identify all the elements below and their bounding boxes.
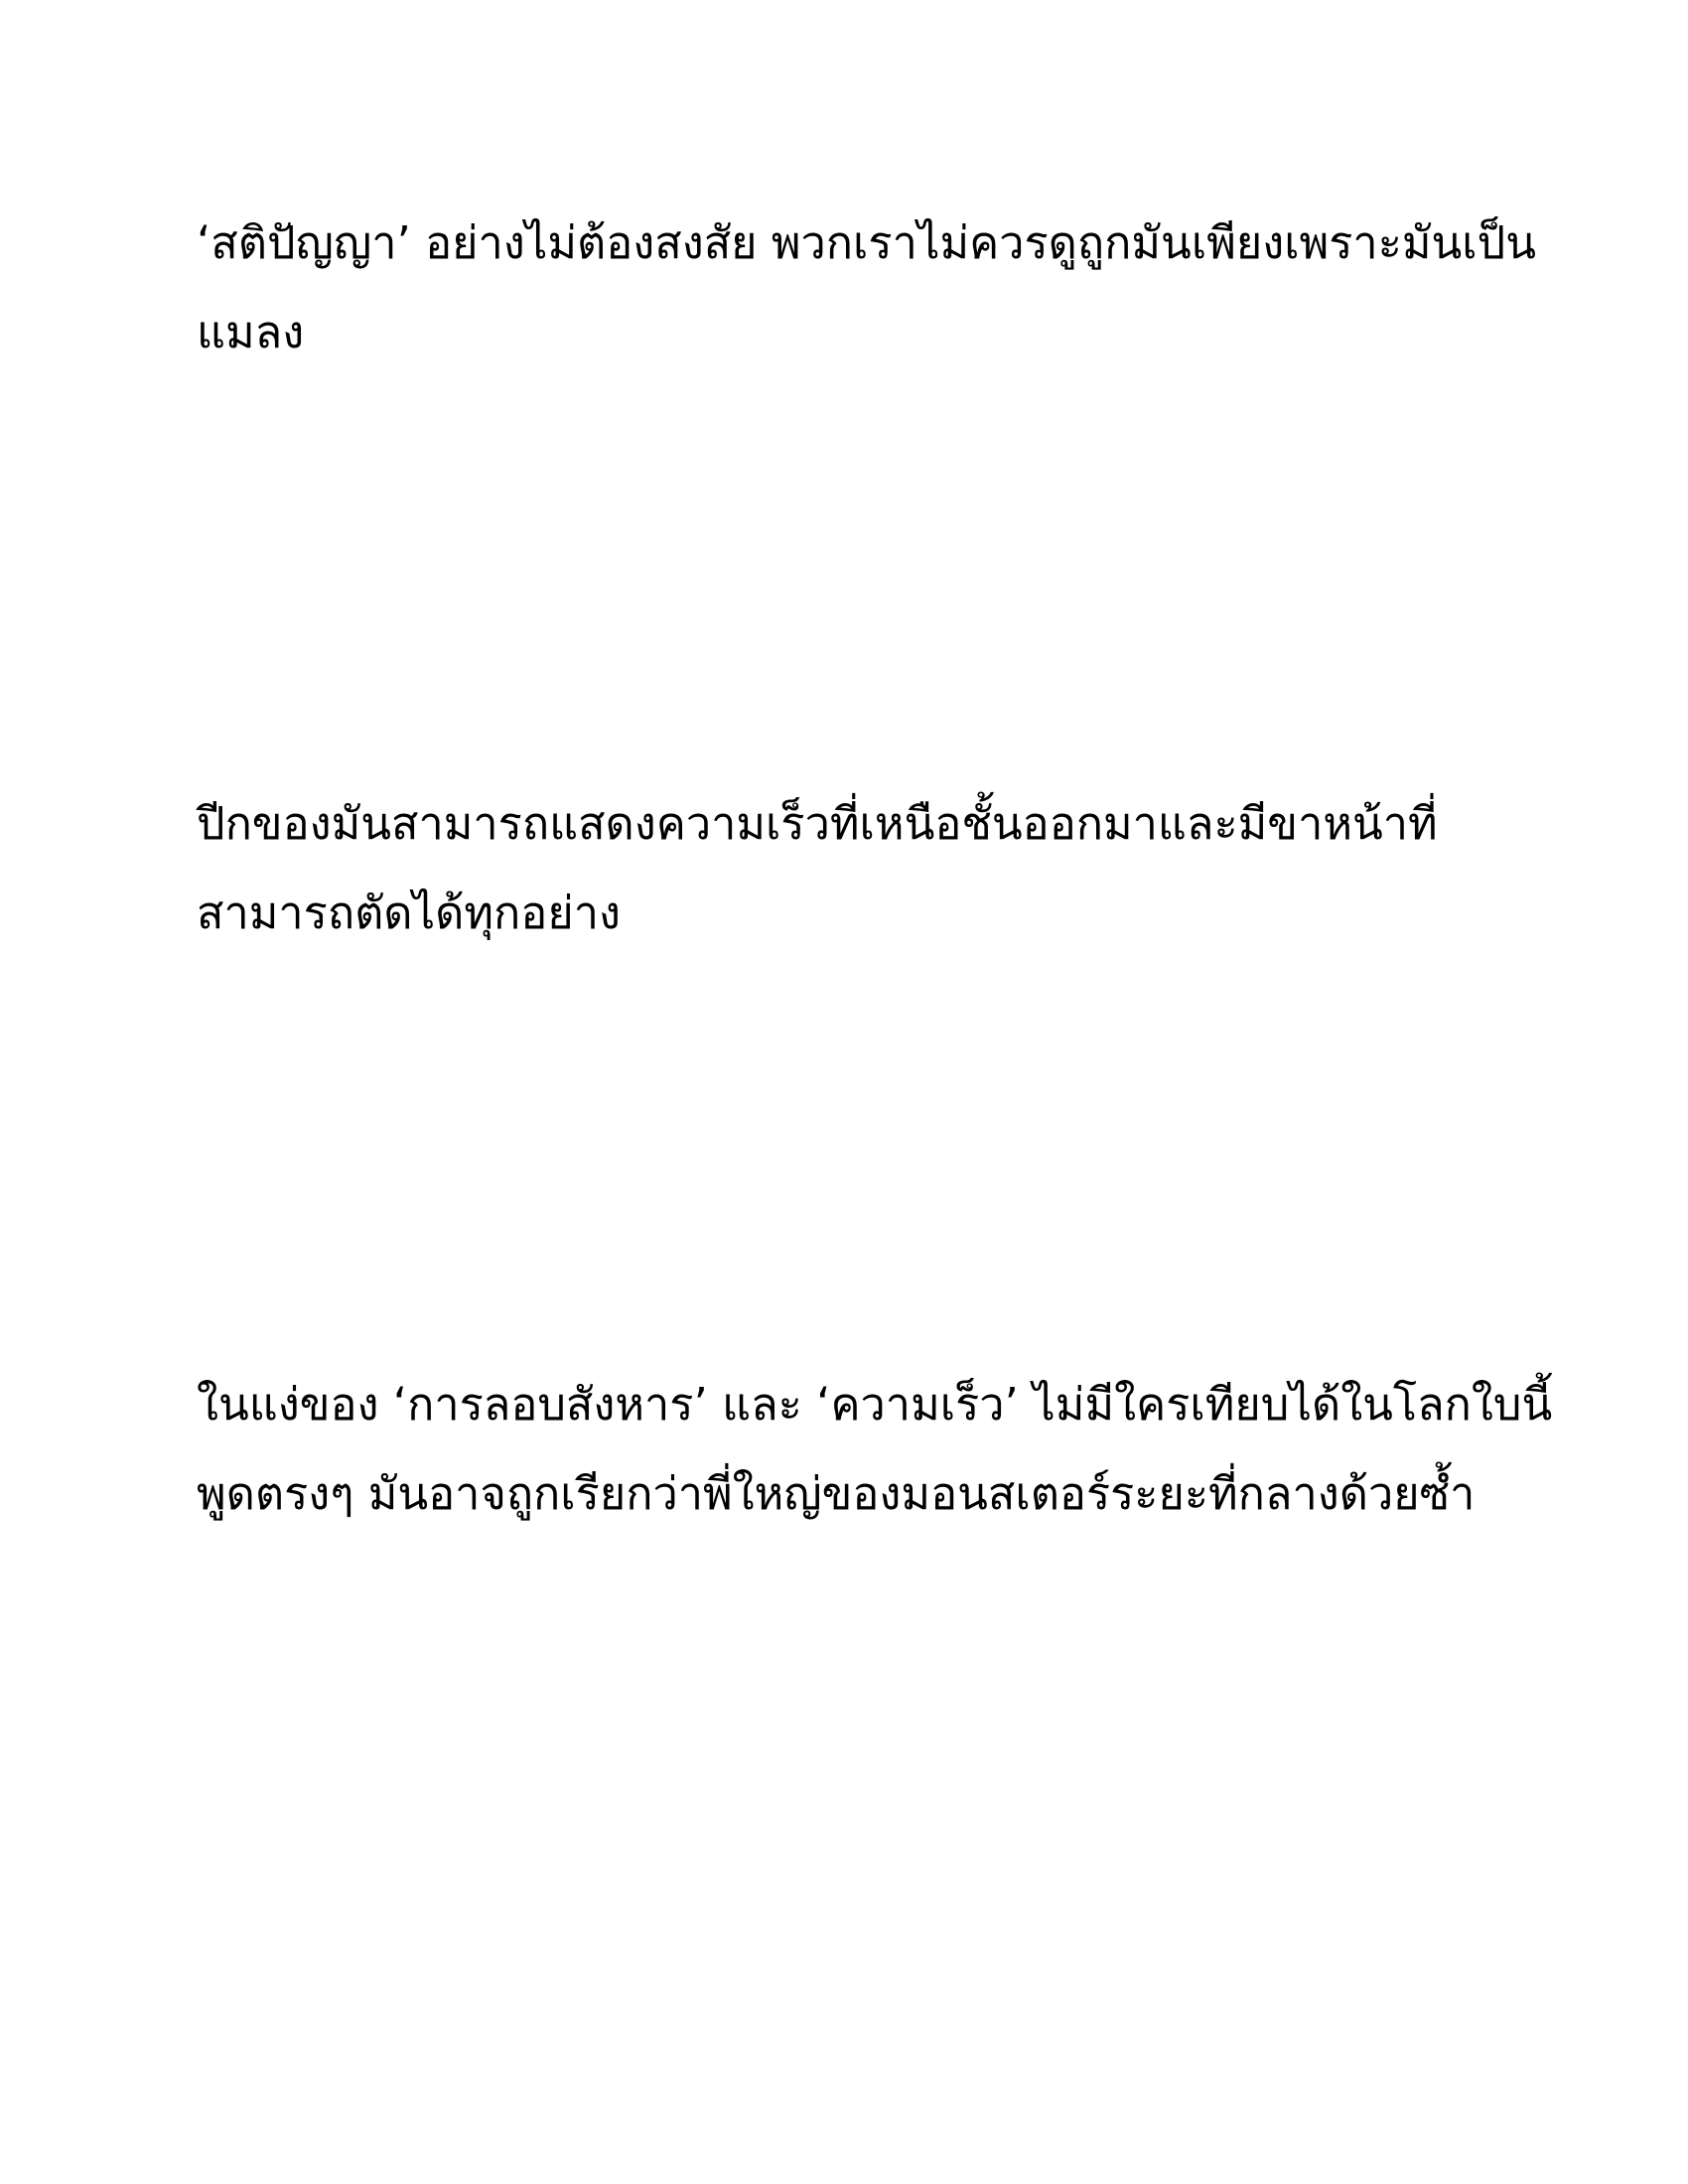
paragraph-line: แมลง — [197, 306, 305, 358]
paragraph-line: ปีกของมันสามารถแสดงความเร็วที่เหนือชั้นออกมาและมีขาหน้าที่ — [197, 797, 1438, 850]
paragraph-line: พูดตรงๆ มันอาจถูกเรียกว่าพี่ใหญ่ของมอนสเตอร์ระยะที่กลางด้วยซ้ำ — [197, 1467, 1476, 1520]
paragraph-3 — [197, 1360, 1553, 1539]
paragraph-1 — [197, 199, 1536, 377]
paragraph-line: ในแง่ของ ‘การลอบสังหาร’ และ ‘ความเร็ว’ ไม่มีใครเทียบได้ในโลกใบนี้ — [197, 1378, 1553, 1431]
paragraph-2 — [197, 779, 1507, 958]
paragraph-line: ‘สติปัญญา’ อย่างไม่ต้องสงสัย พวกเราไม่ควรดูถูกมันเพียงเพราะมันเป็น — [197, 216, 1536, 269]
paragraph-line: สามารถตัดได้ทุกอย่าง — [197, 887, 621, 939]
